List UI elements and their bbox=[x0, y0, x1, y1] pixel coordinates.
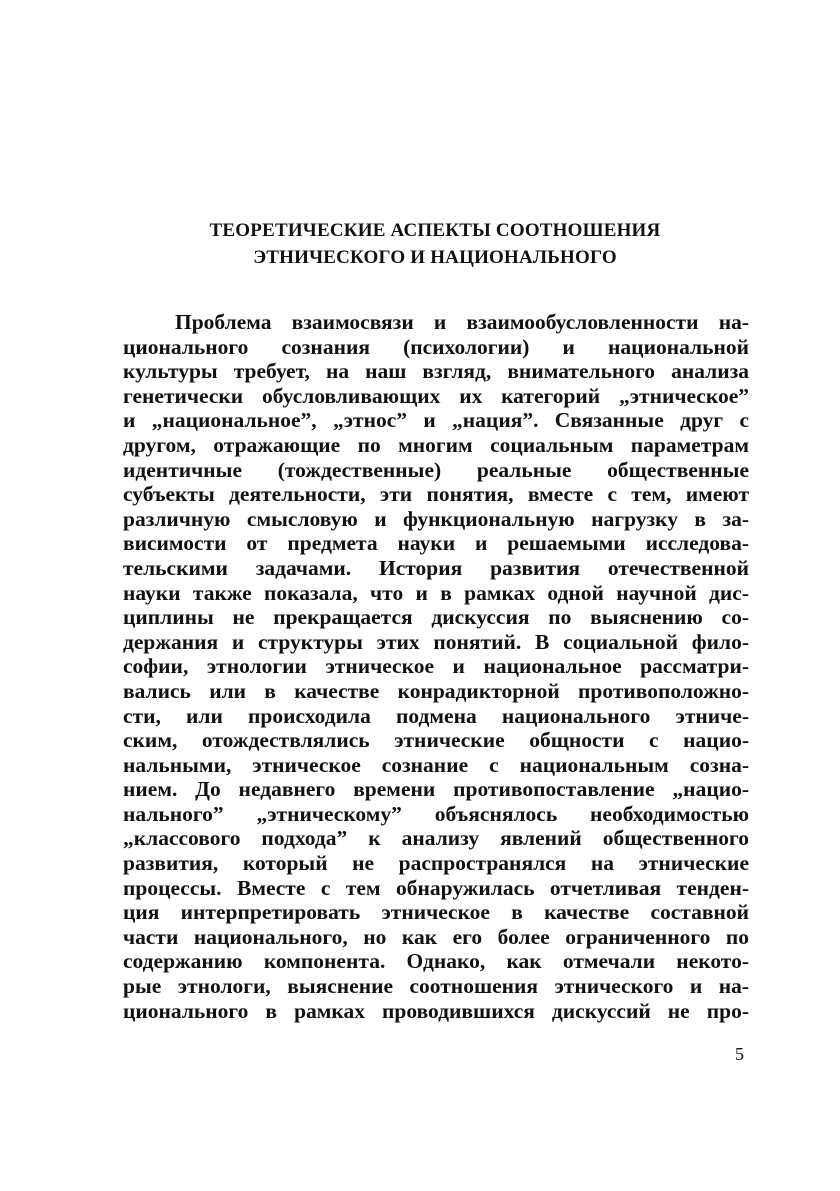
paragraph-line: „классового подхода” к анализу явлений общественного bbox=[123, 826, 749, 851]
paragraph-line: процессы. Вместе с тем обнаружилась отчетливая тенден- bbox=[123, 875, 749, 900]
paragraph-line: ционального в рамках проводившихся дискуссий не про- bbox=[123, 998, 749, 1023]
paragraph-line: науки также показала, что и в рамках одной научной дис- bbox=[123, 580, 749, 605]
paragraph-line: различную смысловую и функциональную нагрузку в за- bbox=[123, 506, 749, 531]
paragraph-line: части национального, но как его более ограниченного по bbox=[123, 924, 749, 949]
paragraph-line: идентичные (тождественные) реальные общественные bbox=[123, 457, 749, 482]
paragraph-line: ским, отождествлялись этнические общности с нацио- bbox=[123, 728, 749, 753]
paragraph-line: циплины не прекращается дискуссия по выяснению со- bbox=[123, 605, 749, 630]
paragraph-line: софии, этнологии этническое и национальное рассматри- bbox=[123, 654, 749, 679]
paragraph-line: нием. До недавнего времени противопоставление „нацио- bbox=[123, 777, 749, 802]
paragraph-line: Проблема взаимосвязи и взаимообусловленности на- bbox=[175, 310, 749, 334]
paragraph-line: нальными, этническое сознание с национальным созна- bbox=[123, 752, 749, 777]
paragraph-line: субъекты деятельности, эти понятия, вместе с тем, имеют bbox=[123, 482, 749, 507]
paragraph-line: тельскими задачами. История развития отечественной bbox=[123, 555, 749, 580]
chapter-heading bbox=[120, 217, 750, 271]
paragraph-line: держания и структуры этих понятий. В социальной фило- bbox=[123, 629, 749, 654]
paragraph-line: сти, или происходила подмена национального этниче- bbox=[123, 703, 749, 728]
paragraph-line: содержанию компонента. Однако, как отмечали некото- bbox=[123, 949, 749, 974]
chapter-heading-line-1: ТЕОРЕТИЧЕСКИЕ АСПЕКТЫ СООТНОШЕНИЯ bbox=[209, 220, 661, 241]
paragraph-line: другом, отражающие по многим социальным параметрам bbox=[123, 432, 749, 457]
paragraph-line: культуры требует, на наш взгляд, внимательного анализа bbox=[123, 359, 749, 384]
paragraph-line: вались или в качестве конрадикторной противоположно- bbox=[123, 678, 749, 703]
paragraph-line: и „национальное”, „этнос” и „нация”. Связанные друг с bbox=[123, 408, 749, 433]
page-number: 5 bbox=[735, 1044, 744, 1064]
paragraph-line: ционального сознания (психологии) и национальной bbox=[123, 334, 749, 359]
paragraph-line: развития, который не распространялся на этнические bbox=[123, 851, 749, 876]
body-paragraph bbox=[123, 310, 749, 1023]
paragraph-line: нального” „этническому” объяснялось необходимостью bbox=[123, 801, 749, 826]
paragraph-line: ция интерпретировать этническое в качестве составной bbox=[123, 900, 749, 925]
paragraph-line: висимости от предмета науки и решаемыми исследова- bbox=[123, 531, 749, 556]
paragraph-line: генетически обусловливающих их категорий „этническое” bbox=[123, 383, 749, 408]
chapter-heading-line-2: ЭТНИЧЕСКОГО И НАЦИОНАЛЬНОГО bbox=[253, 247, 617, 268]
paragraph-line: рые этнологи, выяснение соотношения этнического и на- bbox=[123, 974, 749, 999]
